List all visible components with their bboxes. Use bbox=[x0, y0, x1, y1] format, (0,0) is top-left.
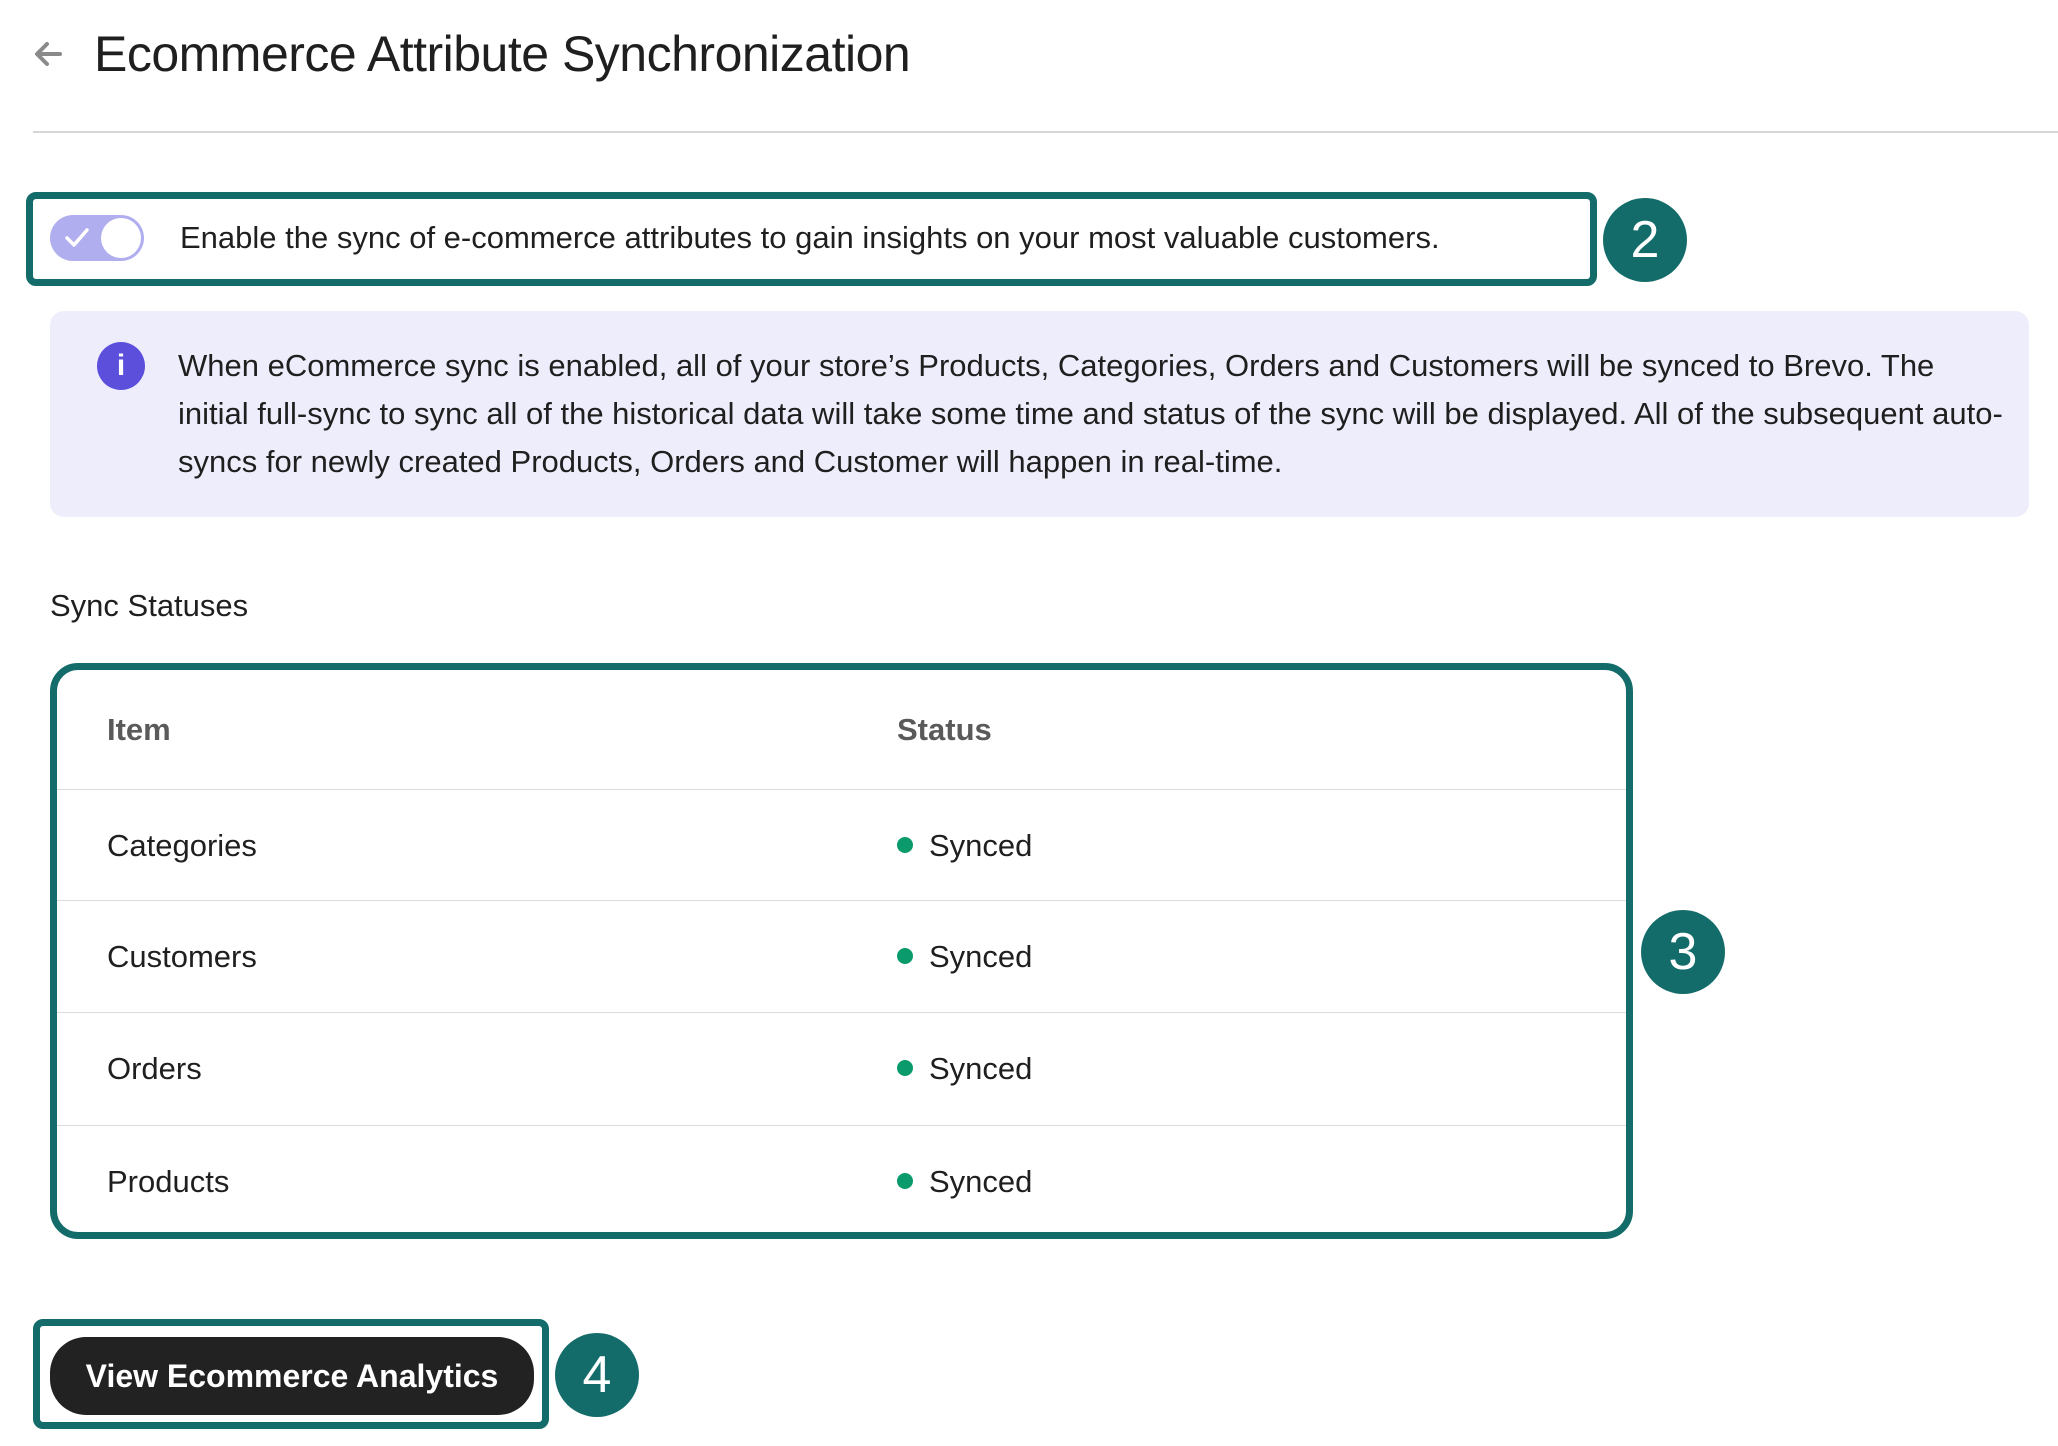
item-name: Customers bbox=[107, 939, 257, 974]
annotation-badge-3: 3 bbox=[1641, 910, 1725, 994]
status-cell bbox=[897, 901, 1032, 1012]
check-icon bbox=[64, 227, 90, 249]
annotation-badge-4: 4 bbox=[555, 1333, 639, 1417]
annotation-badge-2: 2 bbox=[1603, 198, 1687, 282]
sync-toggle[interactable] bbox=[50, 215, 144, 261]
info-text: When eCommerce sync is enabled, all of your store’s Products, Categories, Orders and Customers will be synced to Brevo. The initial full-sync to sync all of the historical data will take some time and status of the sync will be displayed. All of the subsequent auto-syncs for newly created Products, Orders and Customer will happen in real-time. bbox=[178, 348, 2003, 479]
sync-statuses-heading: Sync Statuses bbox=[50, 588, 249, 623]
status-dot-icon bbox=[897, 948, 913, 964]
status-dot-icon bbox=[897, 1060, 913, 1076]
item-name: Categories bbox=[107, 828, 257, 863]
table-header bbox=[57, 670, 1626, 789]
item-name: Products bbox=[107, 1164, 230, 1199]
status-cell bbox=[897, 1126, 1032, 1237]
column-header-status: Status bbox=[897, 712, 992, 747]
table-row bbox=[57, 1125, 1626, 1237]
table-row bbox=[57, 789, 1626, 901]
status-cell bbox=[897, 1013, 1032, 1124]
table-row bbox=[57, 1012, 1626, 1124]
status-text: Synced bbox=[929, 1164, 1033, 1199]
table-row bbox=[57, 900, 1626, 1012]
status-dot-icon bbox=[897, 1173, 913, 1189]
status-dot-icon bbox=[897, 837, 913, 853]
toggle-label: Enable the sync of e-commerce attributes to gain insights on your most valuable customers. bbox=[180, 220, 1440, 255]
status-text: Synced bbox=[929, 828, 1033, 863]
info-icon: i bbox=[97, 342, 145, 390]
sync-status-table bbox=[50, 663, 1633, 1239]
toggle-knob bbox=[101, 218, 141, 258]
status-text: Synced bbox=[929, 1051, 1033, 1086]
status-cell bbox=[897, 790, 1032, 901]
page-title: Ecommerce Attribute Synchronization bbox=[94, 26, 911, 82]
column-header-item: Item bbox=[107, 712, 171, 747]
item-name: Orders bbox=[107, 1051, 202, 1086]
status-text: Synced bbox=[929, 939, 1033, 974]
divider bbox=[33, 131, 2058, 133]
back-arrow-icon[interactable] bbox=[30, 36, 66, 72]
view-ecommerce-analytics-button[interactable]: View Ecommerce Analytics bbox=[50, 1337, 534, 1415]
